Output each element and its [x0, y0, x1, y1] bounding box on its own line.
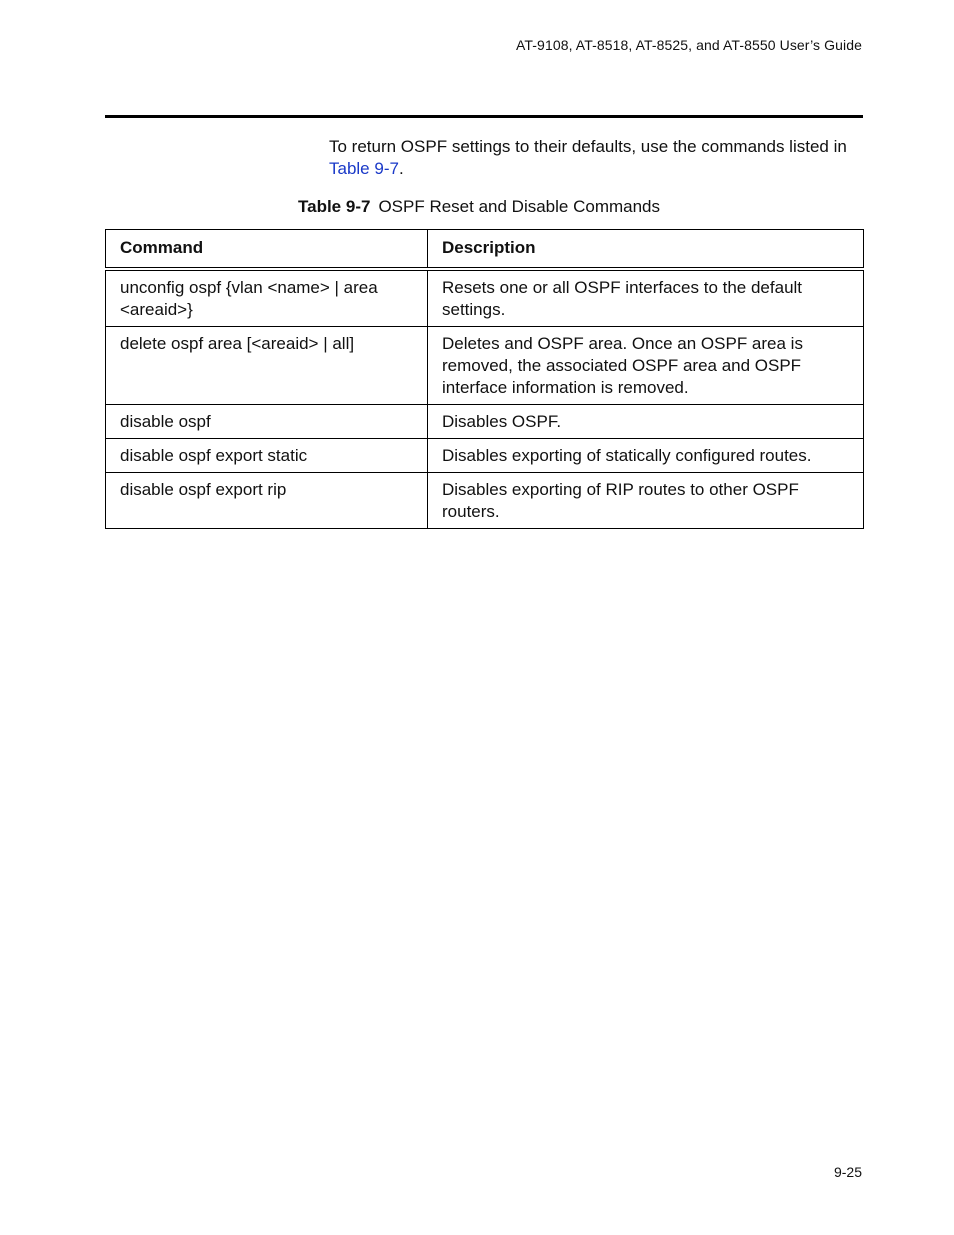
table-caption: [105, 196, 863, 218]
description-cell: Disables exporting of RIP routes to other OSPF routers.: [428, 473, 864, 529]
description-cell: Resets one or all OSPF interfaces to the default settings.: [428, 269, 864, 327]
table-row: [106, 439, 864, 473]
intro-paragraph: [329, 136, 869, 180]
column-header-description: Description: [428, 230, 864, 270]
command-cell: unconfig ospf {vlan <name> | area <areaid>}: [106, 269, 428, 327]
command-cell: disable ospf export static: [106, 439, 428, 473]
command-cell: disable ospf export rip: [106, 473, 428, 529]
table-row: [106, 405, 864, 439]
page-number: 9-25: [833, 1164, 862, 1180]
table-cross-reference-link[interactable]: Table 9-7: [329, 159, 399, 178]
running-header: AT-9108, AT-8518, AT-8525, and AT-8550 User’s Guide: [516, 37, 862, 53]
description-cell: Disables exporting of statically configured routes.: [428, 439, 864, 473]
table-caption-number: Table 9-7: [298, 197, 371, 216]
description-cell: Deletes and OSPF area. Once an OSPF area is removed, the associated OSPF area and OSPF interface information is removed.: [428, 327, 864, 405]
table-caption-title: OSPF Reset and Disable Commands: [378, 197, 660, 216]
table-row: [106, 327, 864, 405]
table-row: [106, 269, 864, 327]
description-cell: Disables OSPF.: [428, 405, 864, 439]
column-header-command: Command: [106, 230, 428, 270]
table-header-row: [106, 230, 864, 270]
intro-text-end: .: [398, 159, 404, 178]
header-rule: [105, 115, 863, 118]
command-cell: disable ospf: [106, 405, 428, 439]
table-row: [106, 473, 864, 529]
command-cell: delete ospf area [<areaid> | all]: [106, 327, 428, 405]
intro-text: To return OSPF settings to their defaults, use the commands listed in: [329, 137, 847, 156]
ospf-commands-table: [105, 229, 864, 529]
